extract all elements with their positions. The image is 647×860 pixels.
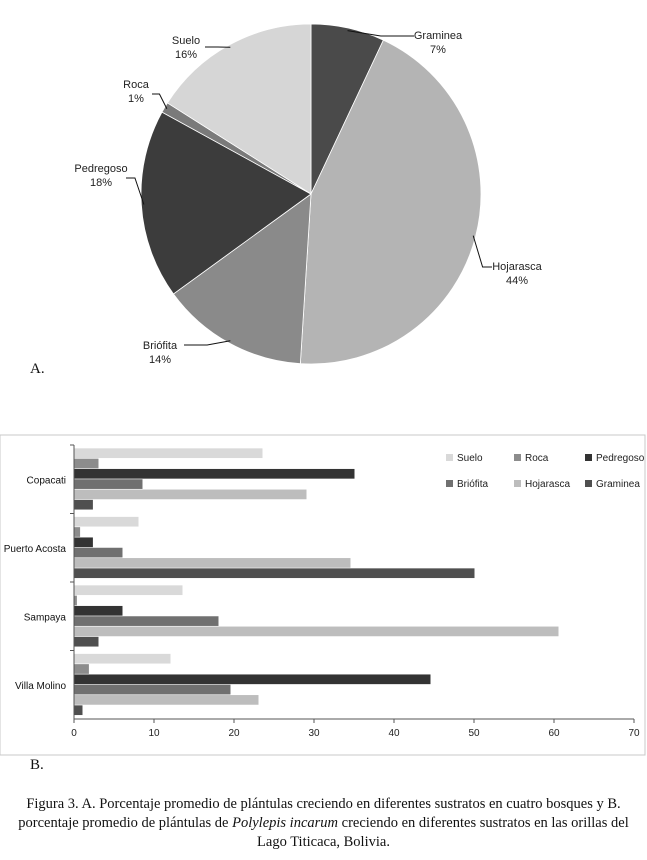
caption-species: Polylepis incarum (232, 815, 339, 831)
slice-percent-pedregoso: 18% (89, 177, 113, 189)
bar-villa-molino-briofita (75, 685, 231, 695)
bar-chart (0, 430, 647, 760)
x-tick-label: 30 (308, 728, 320, 739)
bar-sampaya-suelo (75, 585, 183, 595)
category-label-copacati: Copacati (26, 475, 66, 487)
legend-label-roca: Roca (525, 453, 549, 464)
bar-sampaya-briofita (75, 616, 219, 626)
category-label-sampaya: Sampaya (23, 612, 66, 624)
bar-villa-molino-pedregoso (75, 674, 431, 684)
slice-percent-briofita: 14% (148, 354, 172, 366)
bar-sampaya-pedregoso (75, 606, 123, 616)
pie-chart (0, 0, 647, 400)
slice-label-graminea: Graminea (413, 30, 463, 42)
slice-percent-graminea: 7% (430, 44, 446, 56)
slice-label-suelo: Suelo (171, 35, 201, 47)
x-tick-label: 20 (228, 728, 240, 739)
slice-label-roca: Roca (123, 79, 149, 91)
bar-copacati-suelo (75, 448, 263, 458)
x-tick-label: 10 (148, 728, 160, 739)
legend-swatch-graminea (585, 480, 592, 487)
bar-puerto-acosta-hojarasca (75, 558, 351, 568)
slice-label-briofita: Briófita (142, 340, 178, 352)
bar-copacati-briofita (75, 479, 143, 489)
slice-percent-suelo: 16% (174, 49, 198, 61)
figure-caption (18, 795, 629, 852)
pie-slices (141, 24, 481, 364)
legend-label-pedregoso: Pedregoso (596, 453, 645, 464)
bar-sampaya-graminea (75, 637, 99, 647)
bar-puerto-acosta-briofita (75, 548, 123, 558)
bar-copacati-graminea (75, 500, 93, 510)
bar-puerto-acosta-suelo (75, 517, 139, 527)
leader-line-hojarasca (473, 236, 492, 267)
panel-b-letter: B. (30, 757, 44, 773)
legend-label-hojarasca: Hojarasca (525, 479, 571, 490)
x-tick-label: 40 (388, 728, 400, 739)
bar-villa-molino-graminea (75, 705, 83, 715)
bar-copacati-pedregoso (75, 469, 355, 479)
panel-a-letter: A. (30, 361, 45, 377)
bar-villa-molino-roca (75, 664, 89, 674)
bar-copacati-hojarasca (75, 490, 307, 500)
legend-swatch-hojarasca (514, 480, 521, 487)
legend-label-graminea: Graminea (596, 479, 640, 490)
x-tick-label: 60 (548, 728, 560, 739)
legend-swatch-roca (514, 454, 521, 461)
legend-label-briofita: Briófita (457, 479, 489, 490)
bar-copacati-roca (75, 459, 99, 469)
category-label-villa-molino: Villa Molino (15, 680, 66, 692)
legend-swatch-suelo (446, 454, 453, 461)
legend-swatch-pedregoso (585, 454, 592, 461)
leader-line-roca (152, 94, 167, 109)
bar-puerto-acosta-graminea (75, 568, 475, 578)
bar-puerto-acosta-pedregoso (75, 537, 93, 547)
bar-villa-molino-hojarasca (75, 695, 259, 705)
slice-percent-hojarasca: 44% (505, 275, 529, 287)
x-tick-label: 70 (628, 728, 640, 739)
bar-puerto-acosta-roca (75, 527, 81, 537)
caption-part1: Figura 3. A. Porcentaje promedio de plántulas creciendo en diferentes sustratos en cuatro bosques y B. porcentaje promedio de plántulas de (18, 796, 621, 831)
legend-swatch-briofita (446, 480, 453, 487)
slice-label-hojarasca: Hojarasca (492, 261, 542, 273)
caption-part2: creciendo en diferentes sustratos en las orillas del Lago Titicaca, Bolivia. (257, 815, 629, 850)
x-tick-label: 50 (468, 728, 480, 739)
slice-label-pedregoso: Pedregoso (74, 163, 128, 175)
category-label-puerto-acosta: Puerto Acosta (3, 543, 66, 555)
bar-sampaya-roca (75, 596, 77, 606)
x-tick-label: 0 (71, 728, 77, 739)
bar-villa-molino-suelo (75, 654, 171, 664)
bar-sampaya-hojarasca (75, 627, 559, 637)
slice-percent-roca: 1% (128, 93, 144, 105)
legend-label-suelo: Suelo (457, 453, 483, 464)
leader-line-briofita (184, 341, 230, 345)
